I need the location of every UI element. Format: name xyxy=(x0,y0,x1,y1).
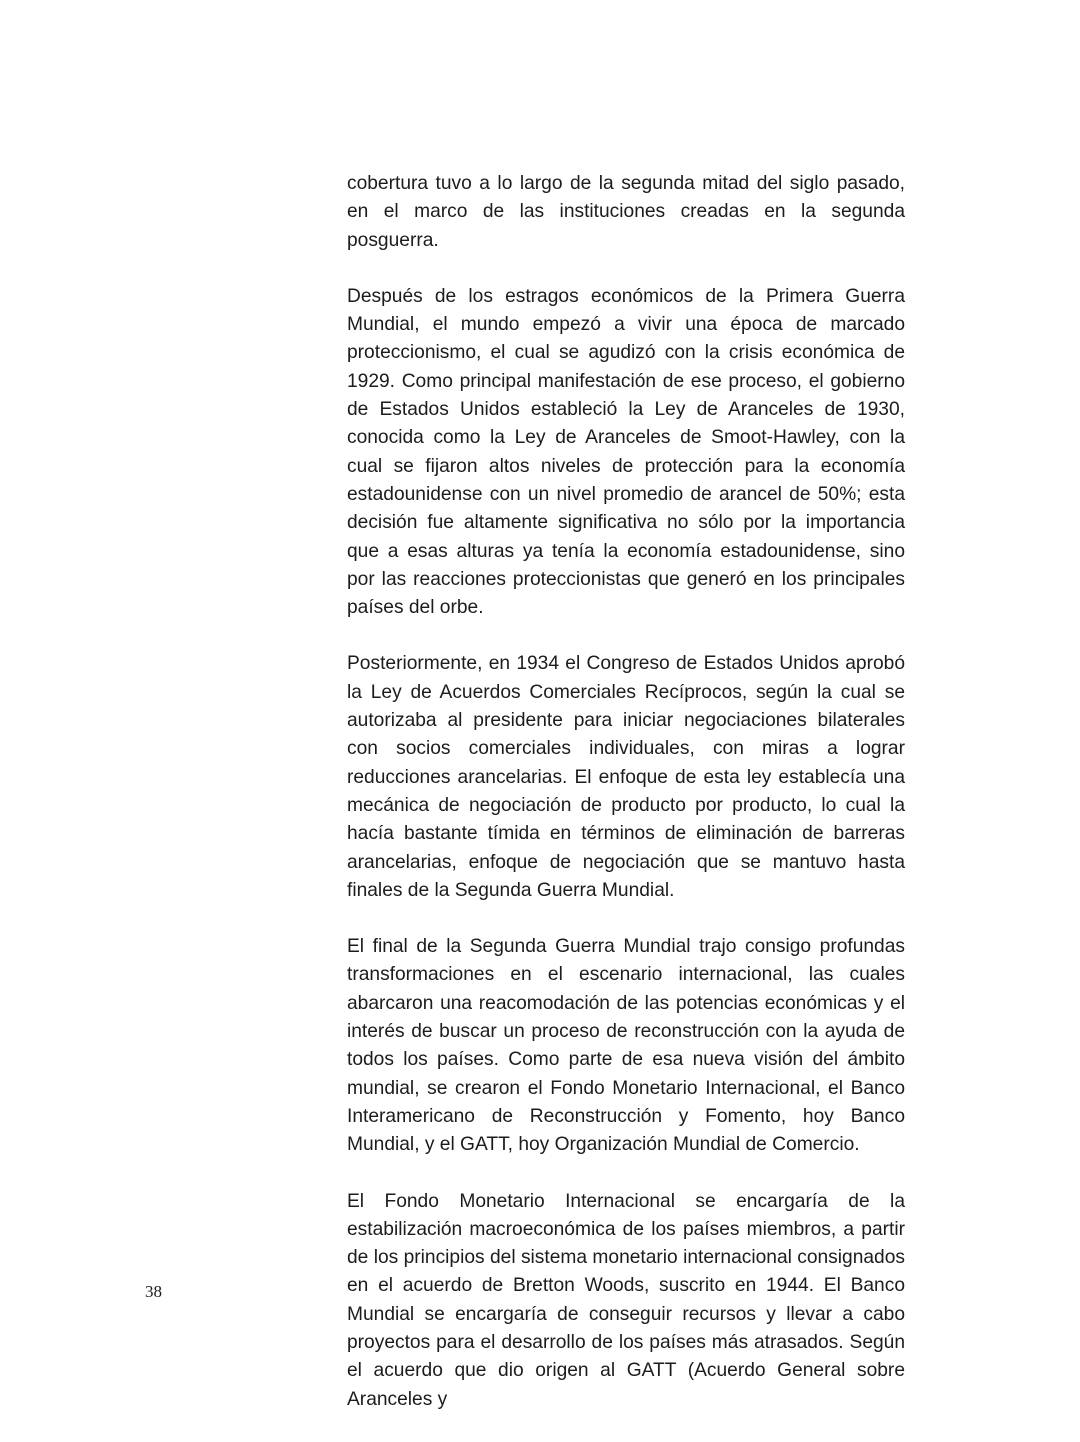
paragraph-3: Posteriormente, en 1934 el Congreso de Estados Unidos aprobó la Ley de Acuerdos Comerciales Recíprocos, según la cual se autorizaba al presidente para iniciar negociaciones bilaterales con socios comerciales individuales, con miras a lograr reducciones arancelarias. El enfoque de esta ley establecía una mecánica de negociación de producto por producto, lo cual la hacía bastante tímida en términos de eliminación de barreras arancelarias, enfoque de negociación que se mantuvo hasta finales de la Segunda Guerra Mundial. xyxy=(347,653,905,901)
page-number: 38 xyxy=(145,1282,162,1301)
paragraph-4: El final de la Segunda Guerra Mundial trajo consigo profundas transformaciones en el escenario internacional, las cuales abarcaron una reacomodación de las potencias económicas y el interés de buscar un proceso de reconstrucción con la ayuda de todos los países. Como parte de esa nueva visión del ámbito mundial, se crearon el Fondo Monetario Internacional, el Banco Interamericano de Reconstrucción y Fomento, hoy Banco Mundial, y el GATT, hoy Organización Mundial de Comercio. xyxy=(347,936,905,1156)
paragraph-2: Después de los estragos económicos de la Primera Guerra Mundial, el mundo empezó a vivir una época de marcado proteccionismo, el cual se agudizó con la crisis económica de 1929. Como principal manifestación de ese proceso, el gobierno de Estados Unidos estableció la Ley de Aranceles de 1930, conocida como la Ley de Aranceles de Smoot-Hawley, con la cual se fijaron altos niveles de protección para la economía estadounidense con un nivel promedio de arancel de 50%; esta decisión fue altamente significativa no sólo por la importancia que a esas alturas ya tenía la economía estadounidense, sino por las reacciones proteccionistas que generó en los principales países del orbe. xyxy=(347,285,905,619)
paragraph-1: cobertura tuvo a lo largo de la segunda mitad del siglo pasado, en el marco de las instituciones creadas en la segunda posguerra. xyxy=(347,173,905,251)
paragraph-5: El Fondo Monetario Internacional se encargaría de la estabilización macroeconómica de los países miembros, a partir de los principios del sistema monetario internacional consignados en el acuerdo de Bretton Woods, suscrito en 1944. El Banco Mundial se encargaría de conseguir recursos y llevar a cabo proyectos para el desarrollo de los países más atrasados. Según el acuerdo que dio origen al GATT (Acuerdo General sobre Aranceles y xyxy=(347,1190,905,1410)
body-text xyxy=(347,170,905,1442)
